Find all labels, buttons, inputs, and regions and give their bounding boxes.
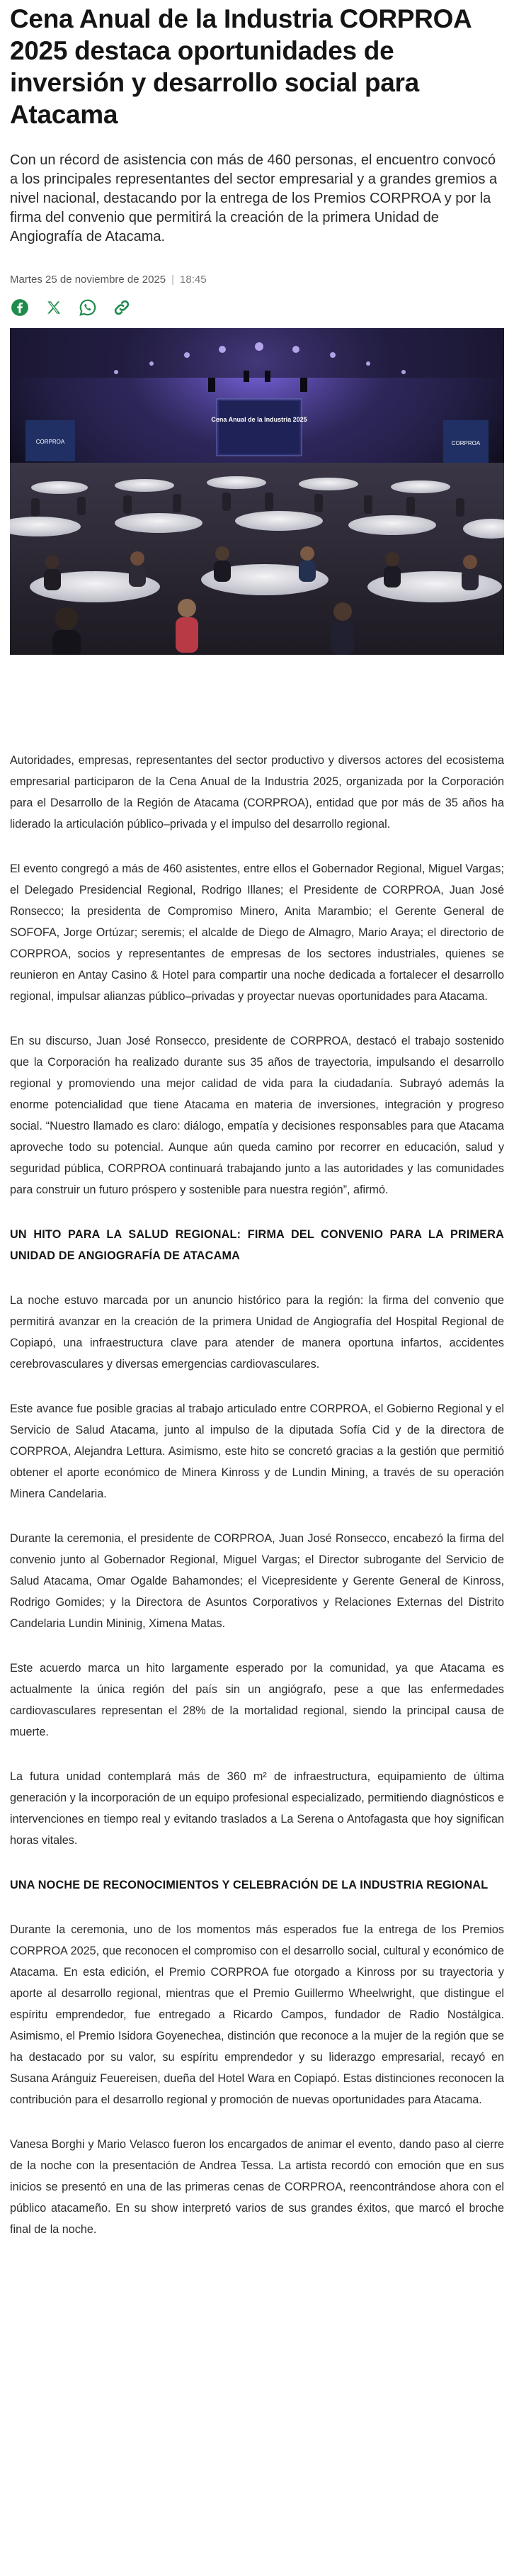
facebook-icon[interactable]: [10, 298, 30, 317]
paragraph: Durante la ceremonia, el presidente de CORPROA, Juan José Ronsecco, encabezó la firma del convenio junto al Gobernador Regional, Miguel Vargas; el Director subrogante del Servicio de Salud Atacama, Omar Ogalde Bahamondes; el Vicepresidente y Gerente General de Kinross, Rodrigo Gomides; y la Directora de Asuntos Corporativos y Relaciones Externas del Distrito Candelaria Lundin Mininig, Ximena Matas.: [10, 1532, 504, 1630]
paragraph: El evento congregó a más de 460 asistentes, entre ellos el Gobernador Regional, Miguel Vargas; el Delegado Presidencial Regional, Rodrigo Illanes; el Presidente de CORPROA, Juan José Ronsecco; la presidenta de Compromiso Minero, Anita Marambio; el Gerente General de SOFOFA, Jorge Ortúzar; seremis; el alcalde de Diego de Almagro, Mario Araya; el directorio de CORPROA, socios y representantes de empresas de los sectores industriales, quienes se reunieron en Antay Casino & Hotel para compartir una noche dedicada a fortalecer el desarrollo regional, impulsar alianzas público–privadas y proyectar nuevas oportunidades para Atacama.: [10, 862, 504, 1003]
paragraph: La noche estuvo marcada por un anuncio histórico para la región: la firma del convenio que permitirá avanzar en la creación de la primera Unidad de Angiografía del Hospital Regional de Copiapó, una infraestructura clave para atender de manera oportuna infartos, accidentes cerebrovasculares y diversas emergencias cardiovasculares.: [10, 1294, 504, 1371]
paragraph: Este acuerdo marca un hito largamente esperado por la comunidad, ya que Atacama es actualmente la única región del país sin un angiógrafo, pese a que las enfermedades cardiovasculares representan el 28% de la mortalidad regional, siendo la principal causa de muerte.: [10, 1662, 504, 1738]
article-lead: Con un récord de asistencia con más de 460 personas, el encuentro convocó a los principales representantes del sector empresarial y a grandes gremios a nivel nacional, destacando por la entrega de los Premios CORPROA y por la firma del convenio que permitirá la creación de la primera Unidad de Angiografía de Atacama.: [10, 152, 498, 244]
photo-brand-left: CORPROA: [35, 439, 65, 445]
article-time: 18:45: [180, 274, 207, 286]
photo-screen-title: Cena Anual de la Industria 2025: [211, 416, 307, 423]
paragraph: Durante la ceremonia, uno de los momentos más esperados fue la entrega de los Premios CORPROA 2025, que reconocen el compromiso con el desarrollo social, cultural y económico de Atacama. En esta edición, el Premio CORPROA fue otorgado a Kinross por su trayectoria y aporte al desarrollo regional, mientras que el Premio Guillermo Wheelwright, que distingue el espíritu emprendedor, fue entregado a Ricardo Campos, fundador de Radio Nostálgica. Asimismo, el Premio Isidora Goyenechea, distinción que reconoce a la mujer de la región que se ha destacado por su valor, su espíritu emprendedor y su liderazgo empresarial, recayó en Susana Aránguiz Feuereisen, dueña del Hotel Wara en Copiapó. Estas distinciones reconocen la contribución para el desarrollo regional y promoción de nuevas oportunidades para Atacama.: [10, 1923, 504, 2106]
event-photo-illustration: [10, 328, 504, 655]
paragraph: Autoridades, empresas, representantes del sector productivo y diversos actores del ecosistema empresarial participaron de la Cena Anual de la Industria 2025, organizada por la Corporación para el Desarrollo de la Región de Atacama (CORPROA), entidad que por más de 35 años ha liderado la articulación público–privada y el impulso del desarrollo regional.: [10, 754, 504, 831]
x-icon[interactable]: [44, 298, 64, 317]
article-body: [10, 750, 504, 2240]
article: [10, 0, 504, 2263]
photo-brand-right: CORPROA: [451, 440, 481, 446]
paragraph: En su discurso, Juan José Ronsecco, presidente de CORPROA, destacó el trabajo sostenido que la Corporación ha realizado durante sus 35 años de trayectoria, impulsando el desarrollo regional y promoviendo una mejor calidad de vida para la ciudadanía. Subrayó además la enorme potencialidad que tiene Atacama en materia de inversiones, integración y progreso social. “Nuestro llamado es claro: diálogo, empatía y decisiones responsables para que Atacama aproveche todo su potencial. Aunque aún queda camino por recorrer en educación, salud y seguridad pública, CORPROA continuará trabajando junto a las autoridades y las comunidades para construir un futuro próspero y sostenible para nuestra región”, afirmó.: [10, 1035, 504, 1196]
paragraph: Este avance fue posible gracias al trabajo articulado entre CORPROA, el Gobierno Regional y el Servicio de Salud Atacama, junto al impulso de la diputada Sofía Cid y de la directora de CORPROA, Alejandra Lettura. Asimismo, este hito se concretó gracias a la gestión que permitió obtener el aporte económico de Minera Kinross y de Lundin Mining, a través de su operación Minera Candelaria.: [10, 1402, 504, 1500]
paragraph: La futura unidad contemplará más de 360 m² de infraestructura, equipamiento de última generación y la incorporación de un equipo profesional especializado, permitiendo diagnósticos e intervenciones en tiempo real y evitando traslados a La Serena o Antofagasta que hoy significan horas vitales.: [10, 1770, 504, 1847]
share-bar: [10, 297, 504, 318]
article-meta: [10, 273, 504, 287]
meta-separator: |: [171, 274, 175, 286]
whatsapp-icon[interactable]: [78, 298, 98, 317]
paragraph: Vanesa Borghi y Mario Velasco fueron los encargados de animar el evento, dando paso al cierre de la noche con la presentación de Andrea Tessa. La artista recordó con emoción que en sus inicios se presentó en una de las primeras cenas de CORPROA, reencontrándose ahora con el público atacameño. En su show interpretó varios de sus grandes éxitos, que marcó el broche final de la noche.: [10, 2138, 504, 2236]
section-heading: UN HITO PARA LA SALUD REGIONAL: FIRMA DEL CONVENIO PARA LA PRIMERA UNIDAD DE ANGIOGRAFÍA DE ATACAMA: [10, 1228, 504, 1262]
article-photo: [10, 328, 504, 655]
link-icon[interactable]: [112, 298, 132, 317]
article-headline: Cena Anual de la Industria CORPROA 2025 destaca oportunidades de inversión y desarrollo social para Atacama: [10, 4, 472, 129]
article-date: Martes 25 de noviembre de 2025: [10, 274, 166, 286]
section-heading: UNA NOCHE DE RECONOCIMIENTOS Y CELEBRACIÓN DE LA INDUSTRIA REGIONAL: [10, 1879, 489, 1891]
